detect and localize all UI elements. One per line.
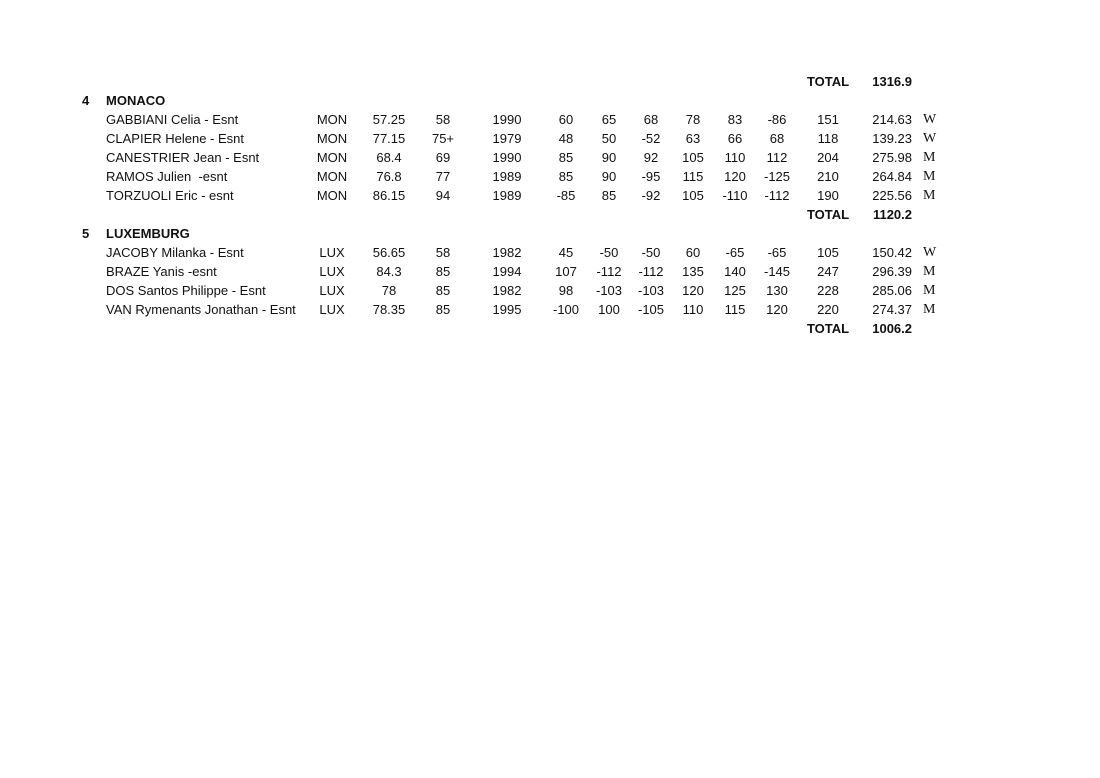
- athlete-name: GABBIANI Celia - Esnt: [106, 112, 239, 127]
- athlete-nation: LUX: [319, 264, 345, 279]
- clean-jerk-attempt-1: 135: [682, 264, 704, 279]
- athlete-category: 94: [435, 188, 451, 203]
- snatch-attempt-3: -112: [638, 264, 664, 279]
- athlete-sex: M: [923, 150, 936, 165]
- athlete-points: 296.39: [872, 264, 912, 279]
- athlete-sex: M: [923, 283, 936, 298]
- snatch-attempt-2: 90: [601, 150, 617, 165]
- athlete-name: CANESTRIER Jean - Esnt: [106, 150, 260, 165]
- athlete-bodyweight: 56.65: [372, 245, 406, 260]
- snatch-attempt-3: -50: [641, 245, 661, 260]
- clean-jerk-attempt-2: 83: [727, 112, 743, 127]
- athlete-points: 214.63: [872, 112, 912, 127]
- team-header-row: [0, 91, 1100, 110]
- athlete-category: 85: [435, 264, 451, 279]
- athlete-row: [0, 281, 1100, 300]
- athlete-total: 204: [817, 150, 839, 165]
- athlete-total: 190: [817, 188, 839, 203]
- snatch-attempt-1: 85: [558, 169, 574, 184]
- athlete-sex: W: [923, 245, 937, 260]
- athlete-category: 85: [435, 302, 451, 317]
- athlete-nation: MON: [316, 169, 348, 184]
- athlete-total: 228: [817, 283, 839, 298]
- athlete-sex: M: [923, 302, 936, 317]
- athlete-row: [0, 148, 1100, 167]
- athlete-sex: M: [923, 169, 936, 184]
- athlete-row: [0, 262, 1100, 281]
- clean-jerk-attempt-3: 130: [766, 283, 788, 298]
- clean-jerk-attempt-1: 120: [682, 283, 704, 298]
- snatch-attempt-1: 48: [558, 131, 574, 146]
- athlete-category: 75+: [431, 131, 455, 146]
- clean-jerk-attempt-3: -145: [763, 264, 791, 279]
- clean-jerk-attempt-1: 78: [685, 112, 701, 127]
- athlete-points: 285.06: [872, 283, 912, 298]
- athlete-nation: MON: [316, 112, 348, 127]
- clean-jerk-attempt-3: -112: [764, 188, 790, 203]
- team-name: MONACO: [106, 93, 166, 108]
- athlete-name: RAMOS Julien -esnt: [106, 169, 228, 184]
- athlete-bodyweight: 76.8: [376, 169, 402, 184]
- team-header-row: [0, 224, 1100, 243]
- athlete-birth-year: 1990: [492, 150, 522, 165]
- athlete-points: 150.42: [872, 245, 912, 260]
- team-name: LUXEMBURG: [106, 226, 190, 241]
- athlete-birth-year: 1982: [492, 245, 522, 260]
- snatch-attempt-3: -52: [641, 131, 661, 146]
- snatch-attempt-1: 45: [558, 245, 574, 260]
- snatch-attempt-1: -85: [556, 188, 576, 203]
- athlete-category: 77: [435, 169, 451, 184]
- total-value: 1316.9: [872, 74, 912, 89]
- clean-jerk-attempt-1: 105: [682, 188, 704, 203]
- athlete-total: 210: [817, 169, 839, 184]
- clean-jerk-attempt-2: 110: [724, 150, 746, 165]
- team-total-row: [0, 319, 1100, 338]
- athlete-name: CLAPIER Helene - Esnt: [106, 131, 245, 146]
- snatch-attempt-3: -105: [637, 302, 665, 317]
- athlete-total: 151: [817, 112, 839, 127]
- snatch-attempt-2: 100: [598, 302, 620, 317]
- clean-jerk-attempt-3: -125: [763, 169, 791, 184]
- athlete-sex: M: [923, 188, 936, 203]
- athlete-row: [0, 186, 1100, 205]
- athlete-sex: W: [923, 112, 937, 127]
- snatch-attempt-2: -103: [595, 283, 623, 298]
- clean-jerk-attempt-2: -65: [725, 245, 745, 260]
- athlete-name: DOS Santos Philippe - Esnt: [106, 283, 266, 298]
- athlete-nation: LUX: [319, 302, 345, 317]
- athlete-name: BRAZE Yanis -esnt: [106, 264, 217, 279]
- athlete-birth-year: 1989: [492, 169, 522, 184]
- clean-jerk-attempt-2: 66: [727, 131, 743, 146]
- athlete-nation: LUX: [319, 245, 345, 260]
- athlete-category: 58: [435, 112, 451, 127]
- clean-jerk-attempt-3: 68: [769, 131, 785, 146]
- clean-jerk-attempt-2: -110: [722, 188, 748, 203]
- clean-jerk-attempt-1: 60: [685, 245, 701, 260]
- athlete-points: 139.23: [872, 131, 912, 146]
- snatch-attempt-1: 85: [558, 150, 574, 165]
- snatch-attempt-2: 90: [601, 169, 617, 184]
- athlete-bodyweight: 68.4: [376, 150, 402, 165]
- athlete-row: [0, 300, 1100, 319]
- athlete-row: [0, 110, 1100, 129]
- athlete-total: 118: [817, 131, 839, 146]
- clean-jerk-attempt-3: -65: [767, 245, 787, 260]
- snatch-attempt-3: 68: [643, 112, 659, 127]
- athlete-row: [0, 167, 1100, 186]
- athlete-birth-year: 1979: [492, 131, 522, 146]
- total-value: 1006.2: [872, 321, 912, 336]
- athlete-bodyweight: 78.35: [372, 302, 406, 317]
- team-rank: 4: [82, 93, 90, 108]
- athlete-birth-year: 1995: [492, 302, 522, 317]
- snatch-attempt-3: -92: [641, 188, 661, 203]
- total-label: TOTAL: [806, 74, 850, 89]
- athlete-category: 58: [435, 245, 451, 260]
- athlete-points: 225.56: [872, 188, 912, 203]
- athlete-bodyweight: 78: [381, 283, 397, 298]
- snatch-attempt-1: 98: [558, 283, 574, 298]
- snatch-attempt-2: 65: [601, 112, 617, 127]
- total-label: TOTAL: [806, 207, 850, 222]
- snatch-attempt-2: -112: [596, 264, 622, 279]
- athlete-birth-year: 1982: [492, 283, 522, 298]
- snatch-attempt-3: -95: [641, 169, 661, 184]
- athlete-bodyweight: 86.15: [372, 188, 406, 203]
- total-label: TOTAL: [806, 321, 850, 336]
- snatch-attempt-3: 92: [643, 150, 659, 165]
- athlete-bodyweight: 57.25: [372, 112, 406, 127]
- clean-jerk-attempt-3: 120: [766, 302, 788, 317]
- clean-jerk-attempt-1: 63: [685, 131, 701, 146]
- athlete-name: VAN Rymenants Jonathan - Esnt: [106, 302, 296, 317]
- previous-team-total-row: [0, 72, 1100, 91]
- athlete-category: 85: [435, 283, 451, 298]
- athlete-points: 275.98: [872, 150, 912, 165]
- clean-jerk-attempt-2: 115: [724, 302, 746, 317]
- athlete-name: JACOBY Milanka - Esnt: [106, 245, 244, 260]
- snatch-attempt-2: 85: [601, 188, 617, 203]
- athlete-nation: MON: [316, 188, 348, 203]
- athlete-category: 69: [435, 150, 451, 165]
- athlete-row: [0, 243, 1100, 262]
- athlete-total: 105: [817, 245, 839, 260]
- athlete-nation: LUX: [319, 283, 345, 298]
- clean-jerk-attempt-1: 110: [682, 302, 704, 317]
- athlete-nation: MON: [316, 131, 348, 146]
- clean-jerk-attempt-1: 105: [682, 150, 704, 165]
- athlete-bodyweight: 77.15: [372, 131, 406, 146]
- athlete-birth-year: 1994: [492, 264, 522, 279]
- snatch-attempt-3: -103: [637, 283, 665, 298]
- clean-jerk-attempt-3: 112: [766, 150, 788, 165]
- total-value: 1120.2: [872, 207, 912, 222]
- athlete-birth-year: 1989: [492, 188, 522, 203]
- clean-jerk-attempt-3: -86: [767, 112, 787, 127]
- athlete-name: TORZUOLI Eric - esnt: [106, 188, 234, 203]
- athlete-sex: M: [923, 264, 936, 279]
- snatch-attempt-2: -50: [599, 245, 619, 260]
- snatch-attempt-1: 60: [558, 112, 574, 127]
- athlete-row: [0, 129, 1100, 148]
- athlete-bodyweight: 84.3: [376, 264, 402, 279]
- athlete-sex: W: [923, 131, 937, 146]
- clean-jerk-attempt-1: 115: [682, 169, 704, 184]
- team-total-row: [0, 205, 1100, 224]
- snatch-attempt-1: 107: [555, 264, 577, 279]
- clean-jerk-attempt-2: 120: [724, 169, 746, 184]
- snatch-attempt-2: 50: [601, 131, 617, 146]
- snatch-attempt-1: -100: [552, 302, 580, 317]
- clean-jerk-attempt-2: 140: [724, 264, 746, 279]
- athlete-points: 274.37: [872, 302, 912, 317]
- clean-jerk-attempt-2: 125: [724, 283, 746, 298]
- athlete-birth-year: 1990: [492, 112, 522, 127]
- athlete-nation: MON: [316, 150, 348, 165]
- athlete-total: 247: [817, 264, 839, 279]
- athlete-total: 220: [817, 302, 839, 317]
- team-rank: 5: [82, 226, 90, 241]
- athlete-points: 264.84: [872, 169, 912, 184]
